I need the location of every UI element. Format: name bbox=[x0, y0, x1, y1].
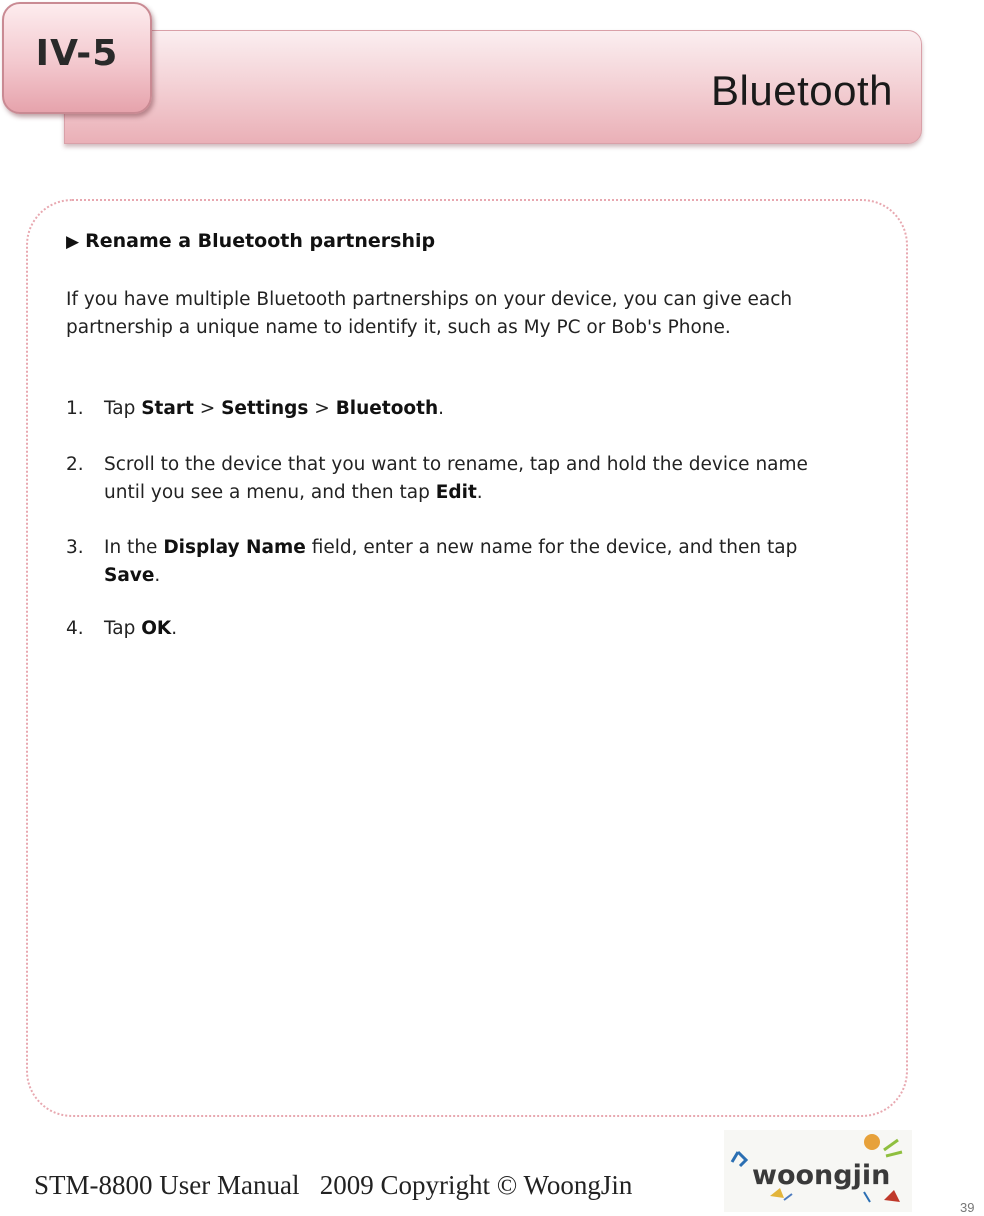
step-number: 4. bbox=[66, 618, 84, 639]
ui-term: Display Name bbox=[163, 537, 306, 558]
step-text: Tap OK. bbox=[104, 618, 178, 639]
ui-term: OK bbox=[141, 618, 172, 639]
section-number: IV-5 bbox=[35, 32, 119, 74]
step-number: 3. bbox=[66, 537, 84, 558]
step-3 bbox=[66, 534, 846, 590]
section-heading bbox=[66, 230, 435, 252]
play-arrow-icon: ▶ bbox=[66, 232, 80, 252]
logo-wordmark: woongjin bbox=[752, 1160, 891, 1191]
woongjin-logo bbox=[724, 1130, 912, 1212]
ui-term: Settings bbox=[221, 398, 309, 419]
step-text: Scroll to the device that you want to rename, tap and hold the device name until you see a menu, and then tap Edit. bbox=[104, 454, 808, 503]
step-1 bbox=[66, 395, 846, 423]
section-tab bbox=[2, 2, 152, 114]
ui-term: Bluetooth bbox=[335, 398, 439, 419]
ui-term: Edit bbox=[435, 482, 477, 503]
heading-text: Rename a Bluetooth partnership bbox=[85, 230, 436, 252]
step-text: Tap Start > Settings > Bluetooth. bbox=[104, 398, 445, 419]
page-title: Bluetooth bbox=[711, 67, 893, 114]
step-number: 1. bbox=[66, 398, 84, 419]
header-banner bbox=[64, 30, 922, 144]
ui-term: Start bbox=[141, 398, 194, 419]
ui-term: Save bbox=[104, 565, 155, 586]
step-2 bbox=[66, 451, 846, 507]
page-number: 39 bbox=[960, 1200, 975, 1215]
step-4 bbox=[66, 615, 846, 643]
footer-copyright: STM-8800 User Manual 2009 Copyright © WoongJin bbox=[34, 1170, 633, 1200]
step-number: 2. bbox=[66, 454, 84, 475]
intro-paragraph: If you have multiple Bluetooth partnerships on your device, you can give each partnership a unique name to identify it, such as My PC or Bob's Phone. bbox=[66, 289, 793, 338]
step-text: In the Display Name field, enter a new name for the device, and then tap Save. bbox=[104, 537, 798, 586]
